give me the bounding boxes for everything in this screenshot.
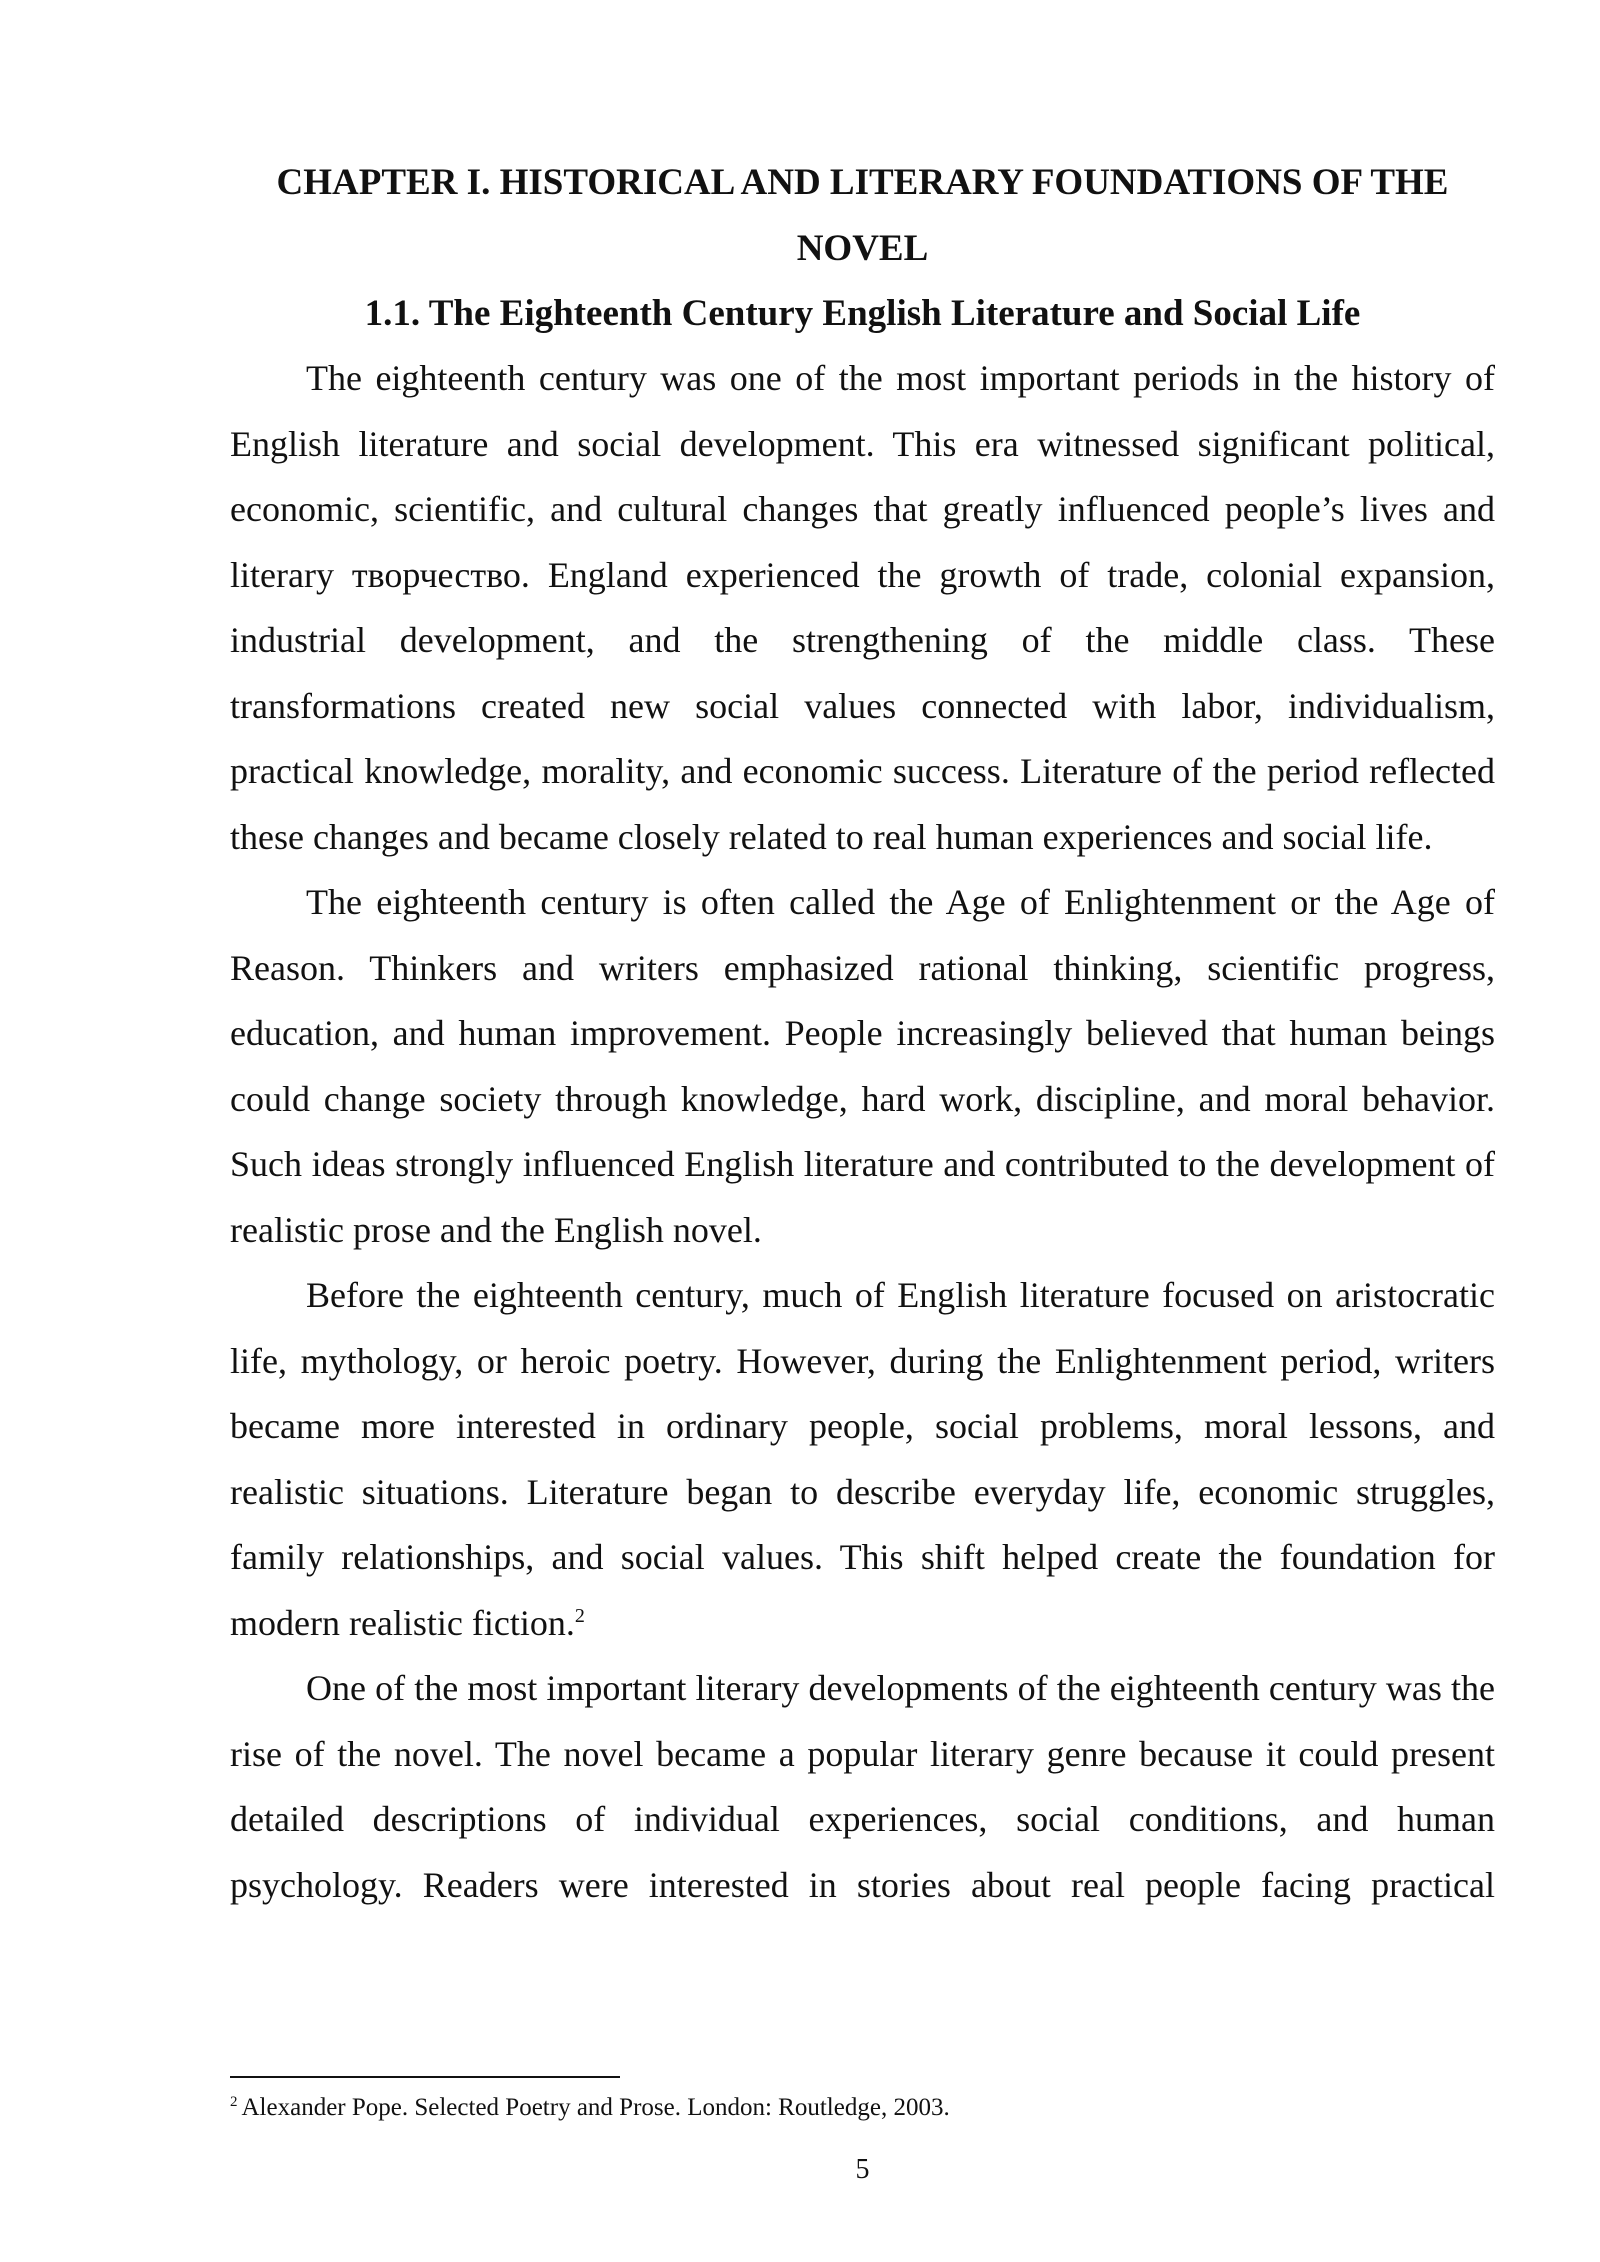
paragraph — [230, 870, 1495, 1263]
footnote-reference[interactable]: 2 — [574, 1604, 585, 1627]
footnote — [230, 2090, 1495, 2126]
paragraph — [230, 346, 1495, 870]
paragraph-text: One of the most important literary developments of the eighteenth century was the rise of the novel. The novel became a popular literary genre because it could present detailed descriptions of individual experiences, social conditions, and human psychology. Readers were interested in stories about real people facing practical — [230, 1668, 1495, 1905]
section-title: 1.1. The Eighteenth Century English Literature and Social Life — [364, 293, 1361, 334]
body-text — [230, 346, 1495, 1918]
paragraph-text: The eighteenth century was one of the most important periods in the history of English literature and social development. This era witnessed significant political, economic, scientific, and cultural changes that greatly influenced people’s lives and literary творчество. England experienced the growth of trade, colonial expansion, industrial development, and the strengthening of the middle class. These transformations created new social values connected with labor, individualism, practical knowledge, morality, and economic success. Literature of the period reflected these changes and became closely related to real human experiences and social life. — [230, 358, 1495, 857]
paragraph — [230, 1656, 1495, 1918]
footnote-text: Alexander Pope. Selected Poetry and Prose. London: Routledge, 2003. — [241, 2094, 950, 2121]
paragraph-text: Before the eighteenth century, much of English literature focused on aristocratic life, mythology, or heroic poetry. However, during the Enlightenment period, writers became more interested in ordinary people, social problems, moral lessons, and realistic situations. Literature began to describe everyday life, economic struggles, family relationships, and social values. This shift helped create the foundation for modern realistic fiction. — [230, 1275, 1495, 1643]
paragraph-text: The eighteenth century is often called the Age of Enlightenment or the Age of Reason. Thinkers and writers emphasized rational thinking, scientific progress, education, and human improvement. People increasingly believed that human beings could change society through knowledge, hard work, discipline, and moral behavior. Such ideas strongly influenced English literature and contributed to the development of realistic prose and the English novel. — [230, 882, 1495, 1250]
chapter-title: CHAPTER I. HISTORICAL AND LITERARY FOUNDATIONS OF THE NOVEL — [276, 162, 1449, 269]
footnote-marker: 2 — [230, 2093, 238, 2110]
document-page — [230, 0, 1495, 2262]
footnote-separator — [230, 2076, 620, 2078]
page-number: 5 — [855, 2154, 870, 2185]
paragraph — [230, 1263, 1495, 1656]
